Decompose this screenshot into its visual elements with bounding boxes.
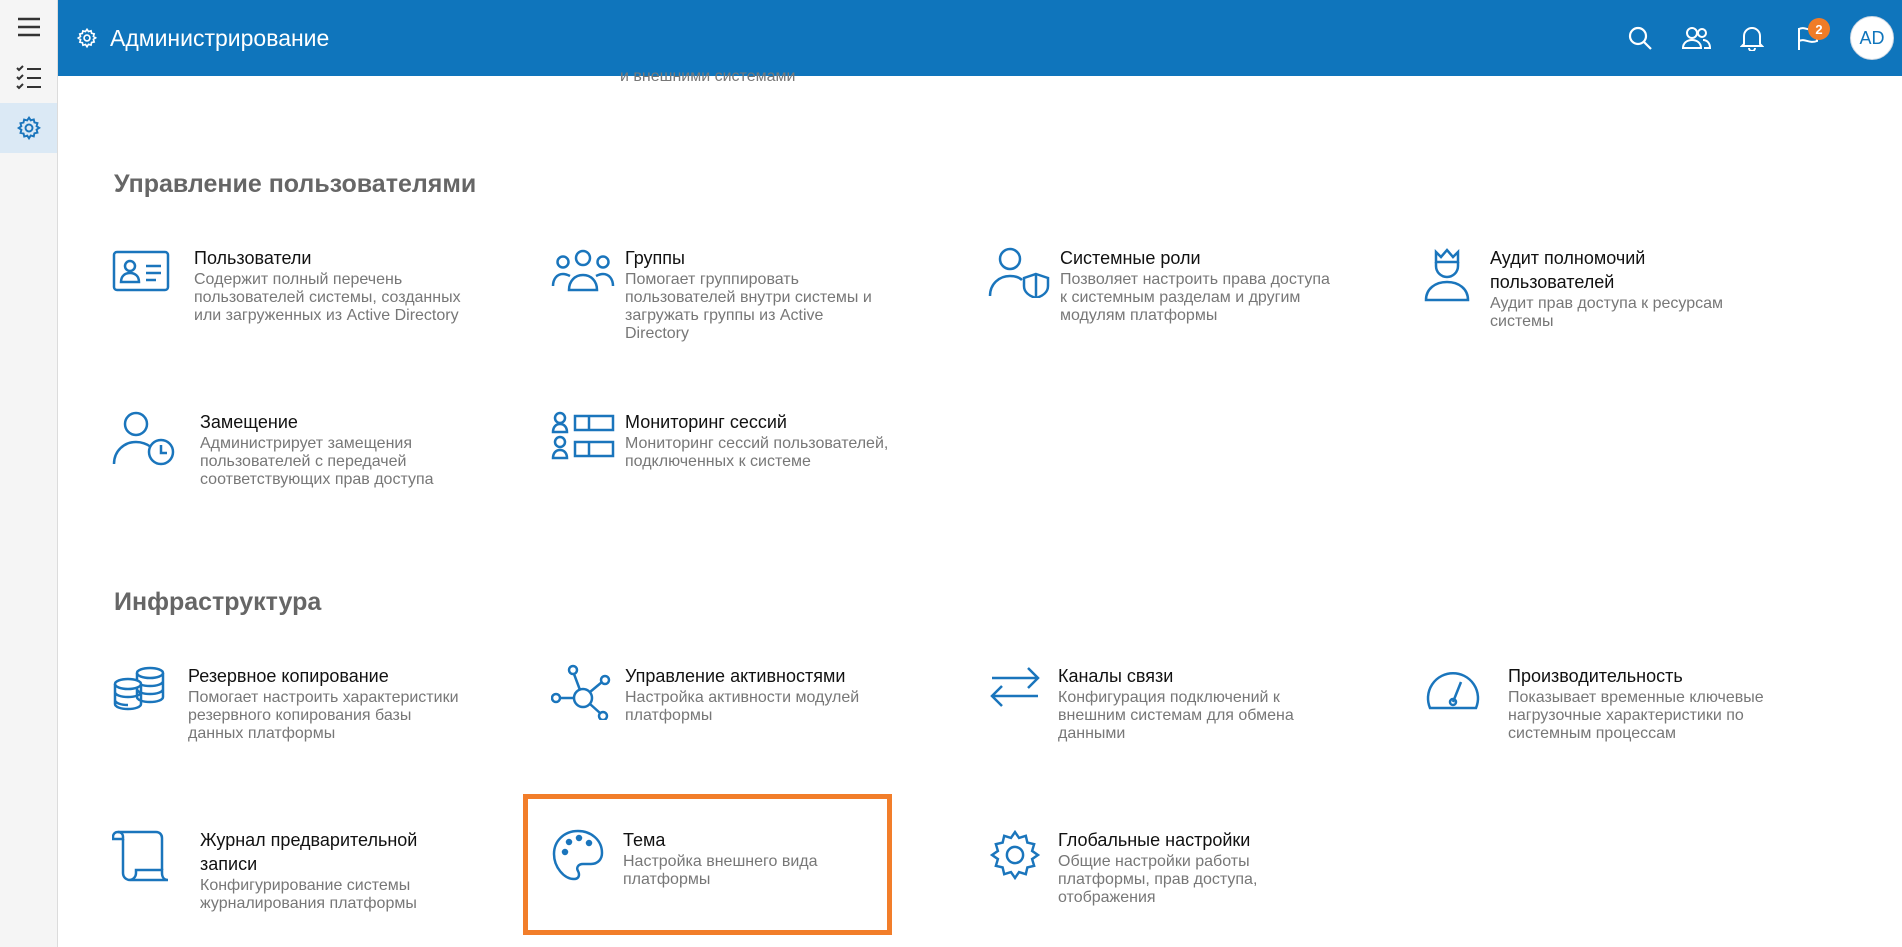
- user-card-icon: [112, 246, 174, 325]
- left-sidebar: [0, 0, 58, 947]
- search-icon[interactable]: [1612, 10, 1668, 66]
- card-permission-audit[interactable]: [1424, 246, 1723, 331]
- page-title: Администрирование: [110, 24, 330, 51]
- card-name: Мониторинг сессий: [625, 412, 787, 432]
- checklist-icon[interactable]: [0, 52, 57, 102]
- card-desc: Содержит полный перечень пользователей системы, созданных или загруженных из Active Directory: [194, 271, 461, 324]
- gauge-icon: [1424, 664, 1486, 743]
- notifications-badge: 2: [1808, 18, 1830, 40]
- card-name: Каналы связи: [1058, 666, 1174, 686]
- card-write-ahead-log[interactable]: [112, 828, 417, 913]
- gear-icon: [988, 828, 1050, 907]
- card-activity-management[interactable]: [551, 664, 859, 725]
- bell-icon[interactable]: [1724, 10, 1780, 66]
- card-substitution[interactable]: [112, 410, 434, 489]
- avatar[interactable]: AD: [1850, 16, 1894, 60]
- session-monitor-icon: [551, 410, 613, 471]
- group-icon: [551, 246, 613, 343]
- card-desc: Аудит прав доступа к ресурсам системы: [1490, 295, 1724, 330]
- card-name: Резервное копирование: [188, 666, 389, 686]
- card-performance[interactable]: [1424, 664, 1764, 743]
- settings-nav-icon[interactable]: [0, 103, 57, 153]
- card-name: Тема: [623, 830, 666, 850]
- card-desc: Настройка внешнего вида платформы: [623, 853, 818, 888]
- arrows-exchange-icon: [988, 664, 1050, 743]
- card-name: Системные роли: [1060, 248, 1201, 268]
- card-name: Управление активностями: [625, 666, 846, 686]
- card-desc: Конфигурация подключений к внешним системам для обмена данными: [1058, 689, 1294, 742]
- card-desc: Помогает настроить характеристики резервного копирования базы данных платформы: [188, 689, 459, 742]
- previous-section-tail: и внешними системами: [620, 68, 796, 85]
- card-name: Глобальные настройки: [1058, 830, 1251, 850]
- user-shield-icon: [988, 246, 1050, 325]
- card-desc: Мониторинг сессий пользователей, подключенных к системе: [625, 435, 889, 470]
- card-name: Аудит полномочий пользователей: [1490, 248, 1646, 292]
- card-theme[interactable]: [551, 828, 818, 889]
- card-name: Производительность: [1508, 666, 1683, 686]
- card-desc: Конфигурирование системы журналирования платформы: [200, 877, 417, 912]
- card-desc: Показывает временные ключевые нагрузочные характеристики по системным процессам: [1508, 689, 1764, 742]
- gear-icon: [76, 27, 98, 49]
- section-title-infrastructure: Инфраструктура: [114, 588, 322, 616]
- card-name: Журнал предварительной записи: [200, 830, 418, 874]
- card-groups[interactable]: [551, 246, 872, 343]
- card-session-monitoring[interactable]: [551, 410, 888, 471]
- database-icon: [112, 664, 168, 743]
- card-desc: Общие настройки работы платформы, прав доступа, отображения: [1058, 853, 1258, 906]
- card-communication-channels[interactable]: [988, 664, 1294, 743]
- card-users[interactable]: [112, 246, 461, 325]
- card-backup[interactable]: [112, 664, 459, 743]
- top-bar: [58, 0, 1902, 76]
- scroll-icon: [112, 828, 174, 913]
- card-name: Группы: [625, 248, 685, 268]
- menu-icon[interactable]: [0, 2, 57, 52]
- user-clock-icon: [112, 410, 174, 489]
- section-title-user-management: Управление пользователями: [114, 170, 477, 198]
- users-icon[interactable]: [1668, 10, 1724, 66]
- card-name: Замещение: [200, 412, 298, 432]
- card-system-roles[interactable]: [988, 246, 1330, 325]
- palette-icon: [551, 828, 607, 889]
- card-desc: Администрирует замещения пользователей с передачей соответствующих прав доступа: [200, 435, 434, 488]
- card-desc: Настройка активности модулей платформы: [625, 689, 860, 724]
- card-desc: Помогает группировать пользователей внутри системы и загружать группы из Active Directory: [625, 271, 872, 342]
- card-name: Пользователи: [194, 248, 312, 268]
- card-global-settings[interactable]: [988, 828, 1257, 907]
- card-desc: Позволяет настроить права доступа к системным разделам и другим модулям платформы: [1060, 271, 1330, 324]
- user-crown-icon: [1424, 246, 1472, 331]
- network-nodes-icon: [551, 664, 613, 725]
- flag-icon[interactable]: [1780, 10, 1836, 66]
- header-title-group: [76, 25, 329, 52]
